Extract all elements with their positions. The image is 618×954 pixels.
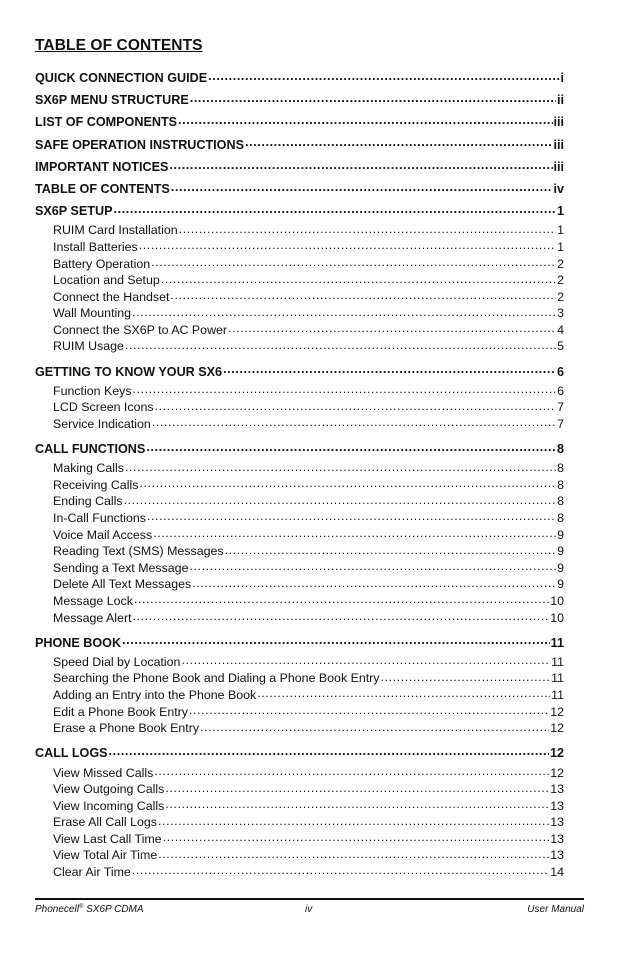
toc-entry-title: RUIM Card Installation — [53, 223, 178, 238]
toc-entry-title: Making Calls — [53, 461, 124, 476]
toc-section-entry[interactable] — [35, 200, 564, 222]
toc-entry-page: 12 — [550, 721, 564, 736]
toc-entry-title: Clear Air Time — [53, 865, 131, 880]
dot-leader — [133, 383, 557, 395]
dot-leader — [109, 745, 549, 757]
toc-section-entry[interactable] — [35, 89, 564, 111]
toc-section-entry[interactable] — [35, 742, 564, 764]
toc-section-entry[interactable] — [35, 134, 564, 156]
toc-entry-page: 4 — [557, 322, 564, 337]
toc-entry-title: Function Keys — [53, 383, 132, 398]
toc-entry-title: In-Call Functions — [53, 511, 146, 525]
footer-product — [35, 904, 144, 915]
toc-entry-title: Erase All Call Logs — [53, 815, 157, 830]
toc-subsection-entry[interactable] — [35, 477, 564, 494]
dot-leader — [155, 399, 557, 411]
toc-entry-page: 3 — [557, 306, 564, 321]
toc-entry-page: 13 — [550, 782, 564, 797]
toc-subsection-entry[interactable] — [35, 338, 564, 355]
toc-entry-title: View Missed Calls — [53, 765, 154, 780]
toc-entry-title: SAFE OPERATION INSTRUCTIONS — [35, 137, 244, 152]
footer-doc-type: User Manual — [527, 904, 584, 915]
toc-entry-title: TABLE OF CONTENTS — [35, 181, 170, 196]
toc-entry-title: Connect the SX6P to AC Power — [53, 322, 228, 337]
dot-leader — [208, 70, 559, 82]
toc-entry-title: Install Batteries — [53, 239, 138, 254]
toc-subsection-entry[interactable] — [35, 593, 564, 610]
toc-subsection-entry[interactable] — [35, 383, 564, 400]
toc-entry-page: 1 — [557, 239, 564, 254]
toc-subsection-entry[interactable] — [35, 239, 564, 256]
dot-leader — [151, 256, 556, 268]
toc-entry-title: Erase a Phone Book Entry — [53, 721, 200, 736]
toc-subsection-entry[interactable] — [35, 720, 564, 737]
toc-subsection-entry[interactable] — [35, 654, 564, 671]
toc-section-entry[interactable] — [35, 632, 564, 654]
dot-leader — [132, 864, 549, 876]
registered-mark: ® — [78, 904, 84, 910]
toc-entry-title: Connect the Handset — [53, 289, 170, 304]
toc-entry-page: iv — [553, 181, 564, 196]
toc-entry-page: 11 — [551, 671, 564, 686]
dot-leader — [139, 239, 556, 251]
dot-leader — [245, 137, 553, 149]
dot-leader — [139, 477, 556, 489]
toc-subsection-entry[interactable] — [35, 272, 564, 289]
toc-subsection-entry[interactable] — [35, 765, 564, 782]
footer-page-number: iv — [305, 904, 313, 915]
toc-subsection-entry[interactable] — [35, 543, 564, 560]
dot-leader — [179, 222, 556, 234]
dot-leader — [146, 441, 556, 453]
dot-leader — [158, 847, 549, 859]
dot-leader — [228, 322, 556, 334]
toc-entry-page: 9 — [557, 544, 564, 559]
footer-divider — [35, 898, 584, 900]
dot-leader — [152, 416, 556, 428]
toc-entry-title: QUICK CONNECTION GUIDE — [35, 71, 208, 85]
toc-entry-title: View Total Air Time — [53, 848, 158, 863]
toc-entry-title: PHONE BOOK — [35, 635, 122, 650]
toc-entry-page: 13 — [550, 798, 564, 813]
dot-leader — [381, 670, 551, 682]
dot-leader — [189, 560, 556, 572]
toc-subsection-entry[interactable] — [35, 864, 564, 881]
toc-entry-title: View Outgoing Calls — [53, 782, 165, 797]
toc-entry-title: Adding an Entry into the Phone Book — [53, 688, 257, 703]
toc-entry-title: SX6P MENU STRUCTURE — [35, 93, 189, 108]
toc-section-entry[interactable] — [35, 178, 564, 200]
page-footer — [35, 904, 584, 918]
toc-subsection-entry[interactable] — [35, 704, 564, 721]
toc-section-entry[interactable] — [35, 361, 564, 383]
toc-entry-title: Edit a Phone Book Entry — [53, 704, 189, 719]
toc-entry-title: CALL FUNCTIONS — [35, 442, 146, 457]
toc-entry-page: 8 — [557, 477, 564, 492]
dot-leader — [192, 576, 556, 588]
toc-entry-title: Sending a Text Message — [53, 560, 189, 575]
toc-subsection-entry[interactable] — [35, 399, 564, 416]
toc-entry-title: LCD Screen Icons — [53, 400, 154, 415]
toc-subsection-entry[interactable] — [35, 416, 564, 433]
dot-leader — [124, 493, 557, 505]
toc-entry-page: iii — [553, 137, 564, 152]
dot-leader — [200, 720, 549, 732]
toc-entry-page: 12 — [550, 765, 564, 780]
toc-entry-page: 8 — [557, 511, 564, 525]
toc-entry-page: 8 — [557, 461, 564, 476]
toc-subsection-entry[interactable] — [35, 576, 564, 593]
toc-entry-page: 2 — [557, 289, 564, 304]
toc-entry-title: CALL LOGS — [35, 746, 108, 761]
toc-subsection-entry[interactable] — [35, 831, 564, 848]
dot-leader — [189, 704, 549, 716]
toc-entry-title: Speed Dial by Location — [53, 654, 181, 669]
toc-entry-title: Voice Mail Access — [53, 527, 153, 542]
toc-section-entry[interactable] — [35, 67, 564, 89]
toc-entry-page: 13 — [550, 815, 564, 830]
toc-entry-page: 13 — [550, 848, 564, 863]
toc-entry-title: Reading Text (SMS) Messages — [53, 544, 224, 559]
dot-leader — [125, 338, 556, 350]
toc-section-entry[interactable] — [35, 111, 564, 133]
toc-entry-page: 2 — [557, 273, 564, 288]
toc-entry-title: Location and Setup — [53, 273, 160, 288]
dot-leader — [181, 654, 550, 666]
toc-subsection-entry[interactable] — [35, 289, 564, 306]
toc-entry-title: Battery Operation — [53, 256, 151, 271]
dot-leader — [170, 289, 556, 301]
toc-subsection-entry[interactable] — [35, 687, 564, 704]
toc-entry-page: 6 — [557, 383, 564, 398]
toc-entry-title: Service Indication — [53, 416, 151, 431]
toc-entry-page: 1 — [557, 223, 564, 238]
dot-leader — [165, 798, 549, 810]
toc-subsection-entry[interactable] — [35, 847, 564, 864]
toc-entry-title: Searching the Phone Book and Dialing a Phone Book Entry — [53, 671, 380, 686]
toc-subsection-entry[interactable] — [35, 305, 564, 322]
toc-entry-title: SX6P SETUP — [35, 204, 113, 219]
toc-subsection-entry[interactable] — [35, 814, 564, 831]
table-of-contents-list — [35, 67, 564, 881]
toc-entry-page: 12 — [550, 704, 564, 719]
footer-model: SX6P CDMA — [86, 904, 144, 915]
toc-entry-title: Receiving Calls — [53, 477, 139, 492]
toc-entry-title: View Last Call Time — [53, 831, 162, 846]
dot-leader — [113, 203, 556, 215]
page-title: TABLE OF CONTENTS — [35, 37, 203, 54]
toc-entry-title: Message Alert — [53, 610, 132, 625]
toc-entry-title: Wall Mounting — [53, 306, 132, 321]
dot-leader — [169, 159, 552, 171]
dot-leader — [225, 543, 557, 555]
toc-entry-page: 11 — [551, 688, 564, 703]
toc-entry-page: ii — [557, 93, 564, 108]
toc-entry-page: 8 — [556, 442, 564, 457]
toc-entry-title: LIST OF COMPONENTS — [35, 115, 178, 130]
toc-entry-title: View Incoming Calls — [53, 798, 165, 813]
toc-entry-page: i — [560, 71, 564, 85]
dot-leader — [158, 814, 549, 826]
dot-leader — [161, 272, 556, 284]
dot-leader — [153, 527, 556, 539]
toc-entry-page: 2 — [557, 256, 564, 271]
toc-entry-page: 5 — [557, 339, 564, 354]
toc-entry-page: 7 — [557, 416, 564, 431]
dot-leader — [134, 593, 549, 605]
toc-subsection-entry[interactable] — [35, 460, 564, 477]
toc-entry-page: 8 — [557, 494, 564, 509]
toc-entry-title: IMPORTANT NOTICES — [35, 159, 169, 174]
toc-entry-page: iii — [553, 159, 564, 174]
toc-entry-page: 6 — [556, 364, 564, 379]
dot-leader — [147, 510, 556, 522]
toc-entry-page: 12 — [549, 746, 564, 761]
dot-leader — [165, 781, 549, 793]
toc-entry-title: Delete All Text Messages — [53, 577, 192, 592]
toc-subsection-entry[interactable] — [35, 560, 564, 577]
toc-entry-page: 1 — [556, 204, 564, 219]
toc-subsection-entry[interactable] — [35, 527, 564, 544]
dot-leader — [154, 765, 549, 777]
toc-subsection-entry[interactable] — [35, 222, 564, 239]
footer-brand: Phonecell — [35, 904, 79, 915]
dot-leader — [132, 305, 556, 317]
toc-entry-title: Message Lock — [53, 593, 133, 608]
toc-entry-page: 10 — [550, 610, 564, 625]
toc-entry-title: Ending Calls — [53, 494, 123, 509]
dot-leader — [171, 181, 553, 193]
toc-subsection-entry[interactable] — [35, 610, 564, 627]
dot-leader — [178, 114, 552, 126]
dot-leader — [133, 610, 550, 622]
dot-leader — [257, 687, 550, 699]
toc-entry-page: 9 — [557, 577, 564, 592]
toc-entry-title: RUIM Usage — [53, 339, 124, 354]
dot-leader — [190, 92, 556, 104]
toc-entry-page: 14 — [550, 865, 564, 880]
toc-subsection-entry[interactable] — [35, 256, 564, 273]
toc-entry-page: 10 — [550, 593, 564, 608]
toc-subsection-entry[interactable] — [35, 781, 564, 798]
toc-subsection-entry[interactable] — [35, 510, 564, 527]
toc-entry-page: 9 — [557, 527, 564, 542]
toc-entry-title: GETTING TO KNOW YOUR SX6 — [35, 364, 223, 379]
toc-subsection-entry[interactable] — [35, 798, 564, 815]
toc-entry-page: 11 — [551, 654, 564, 669]
toc-entry-page: 7 — [557, 400, 564, 415]
toc-section-entry[interactable] — [35, 156, 564, 178]
toc-subsection-entry[interactable] — [35, 670, 564, 687]
dot-leader — [223, 364, 556, 376]
toc-subsection-entry[interactable] — [35, 493, 564, 510]
toc-section-entry[interactable] — [35, 438, 564, 460]
toc-entry-page: 11 — [550, 635, 564, 650]
toc-entry-page: iii — [553, 115, 564, 130]
dot-leader — [122, 635, 550, 647]
dot-leader — [163, 831, 550, 843]
toc-entry-page: 13 — [550, 831, 564, 846]
dot-leader — [125, 460, 556, 472]
toc-entry-page: 9 — [557, 560, 564, 575]
toc-subsection-entry[interactable] — [35, 322, 564, 339]
